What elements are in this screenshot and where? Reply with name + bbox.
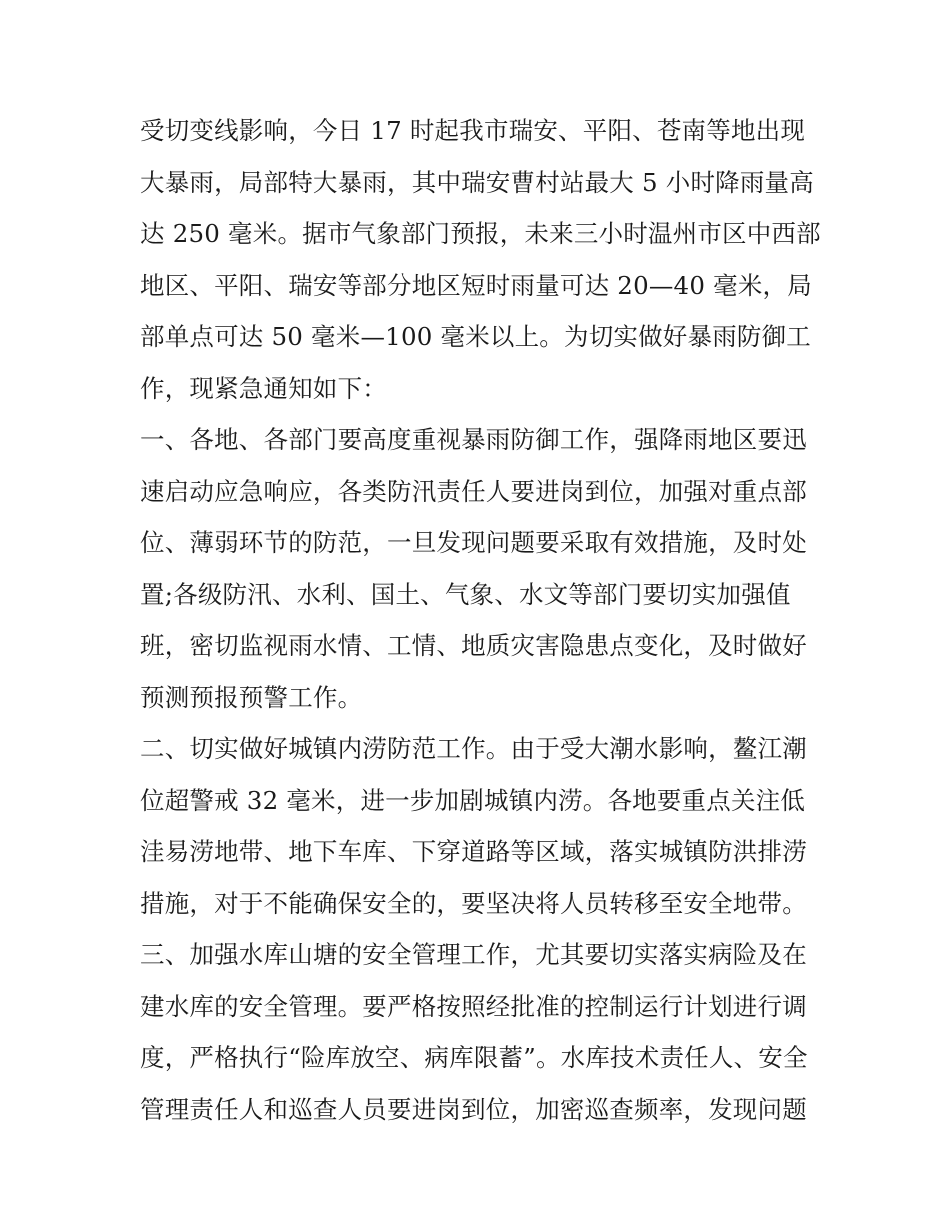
text-line: 管理责任人和巡查人员要进岗到位，加密巡查频率，发现问题 [140,1094,807,1124]
text-line: 二、切实做好城镇内涝防范工作。由于受大潮水影响，鳌江潮 [140,734,807,763]
text-line: 度，严格执行“险库放空、病库限蓄”。水库技术责任人、安全 [140,1043,808,1072]
text-line: 大暴雨，局部特大暴雨，其中瑞安曹村站最大 5 小时降雨量高 [140,167,814,197]
text-line: 部单点可达 50 毫米—100 毫米以上。为切实做好暴雨防御工 [140,322,811,351]
text-line: 达 250 毫米。据市气象部门预报，未来三小时温州市区中西部 [140,219,821,248]
text-line: 三、加强水库山塘的安全管理工作，尤其要切实落实病险及在 [140,940,807,969]
text-line: 位、薄弱环节的防范，一旦发现问题要采取有效措施，及时处 [140,528,807,557]
text-line: 建水库的安全管理。要严格按照经批准的控制运行计划进行调 [140,991,807,1021]
text-line: 一、各地、各部门要高度重视暴雨防御工作，强降雨地区要迅 [140,425,807,454]
text-line: 班，密切监视雨水情、工情、地质灾害隐患点变化，及时做好 [140,631,807,660]
document-body [140,105,820,1135]
text-line: 位超警戒 32 毫米，进一步加剧城镇内涝。各地要重点关注低 [140,785,806,815]
text-line: 置;各级防汛、水利、国土、气象、水文等部门要切实加强值 [140,579,791,609]
text-line: 速启动应急响应，各类防汛责任人要进岗到位，加强对重点部 [140,476,807,506]
text-line: 洼易涝地带、地下车库、下穿道路等区域，落实城镇防洪排涝 [140,837,807,866]
text-line: 受切变线影响，今日 17 时起我市瑞安、平阳、苍南等地出现 [140,116,806,145]
text-line: 措施，对于不能确保安全的，要坚决将人员转移至安全地带。 [140,888,807,918]
text-line: 地区、平阳、瑞安等部分地区短时雨量可达 20—40 毫米，局 [140,270,812,300]
text-line: 作，现紧急通知如下： [140,373,387,403]
text-line: 预测预报预警工作。 [140,682,363,712]
